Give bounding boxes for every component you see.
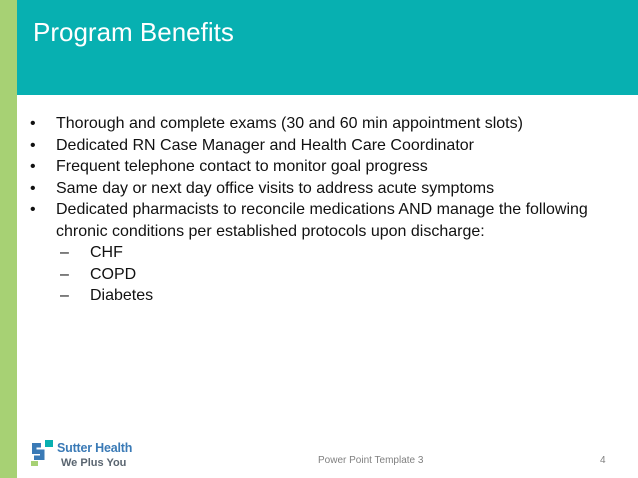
dash-marker: –: [60, 265, 69, 283]
list-item: [30, 135, 620, 157]
left-accent-bar: [0, 0, 17, 478]
bullet-marker: •: [30, 201, 36, 218]
dash-marker: –: [60, 244, 69, 261]
sub-bullet-text: Diabetes: [90, 287, 154, 304]
bullet-text: Dedicated RN Case Manager and Health Care Coordinator: [56, 136, 474, 154]
list-item: [30, 178, 620, 200]
sub-list-item: [30, 242, 620, 264]
sub-bullet-text: COPD: [90, 265, 137, 283]
sub-bullet-text: CHF: [90, 244, 123, 261]
list-item: [30, 113, 620, 135]
sub-list-item: [30, 264, 620, 286]
bullet-text: Frequent telephone contact to monitor goal progress: [56, 158, 428, 175]
bullet-marker: •: [30, 179, 36, 197]
dash-marker: –: [60, 287, 69, 304]
bullet-text: Same day or next day office visits to address acute symptoms: [56, 179, 495, 197]
footer-text: Power Point Template 3: [318, 455, 424, 466]
bullet-list: [30, 113, 620, 307]
sutter-health-logo: [31, 440, 151, 472]
sub-list-item: [30, 285, 620, 307]
sub-bullet-list: [30, 242, 620, 307]
bullet-text: Thorough and complete exams (30 and 60 min appointment slots): [56, 115, 523, 132]
logo-name: Sutter Health: [57, 441, 133, 455]
slide-title: Program Benefits: [33, 17, 234, 47]
bullet-marker: •: [30, 115, 36, 132]
list-item: [30, 156, 620, 178]
bullet-text: Dedicated pharmacists to reconcile medications AND manage the following chronic conditions per established protocols upon discharge:: [56, 201, 588, 240]
bullet-marker: •: [30, 158, 36, 175]
logo-tagline: We Plus You: [61, 457, 127, 469]
sutter-health-logo-icon: [31, 440, 55, 466]
page-number: 4: [600, 455, 606, 466]
bullet-marker: •: [30, 136, 36, 154]
list-item: [30, 199, 620, 242]
